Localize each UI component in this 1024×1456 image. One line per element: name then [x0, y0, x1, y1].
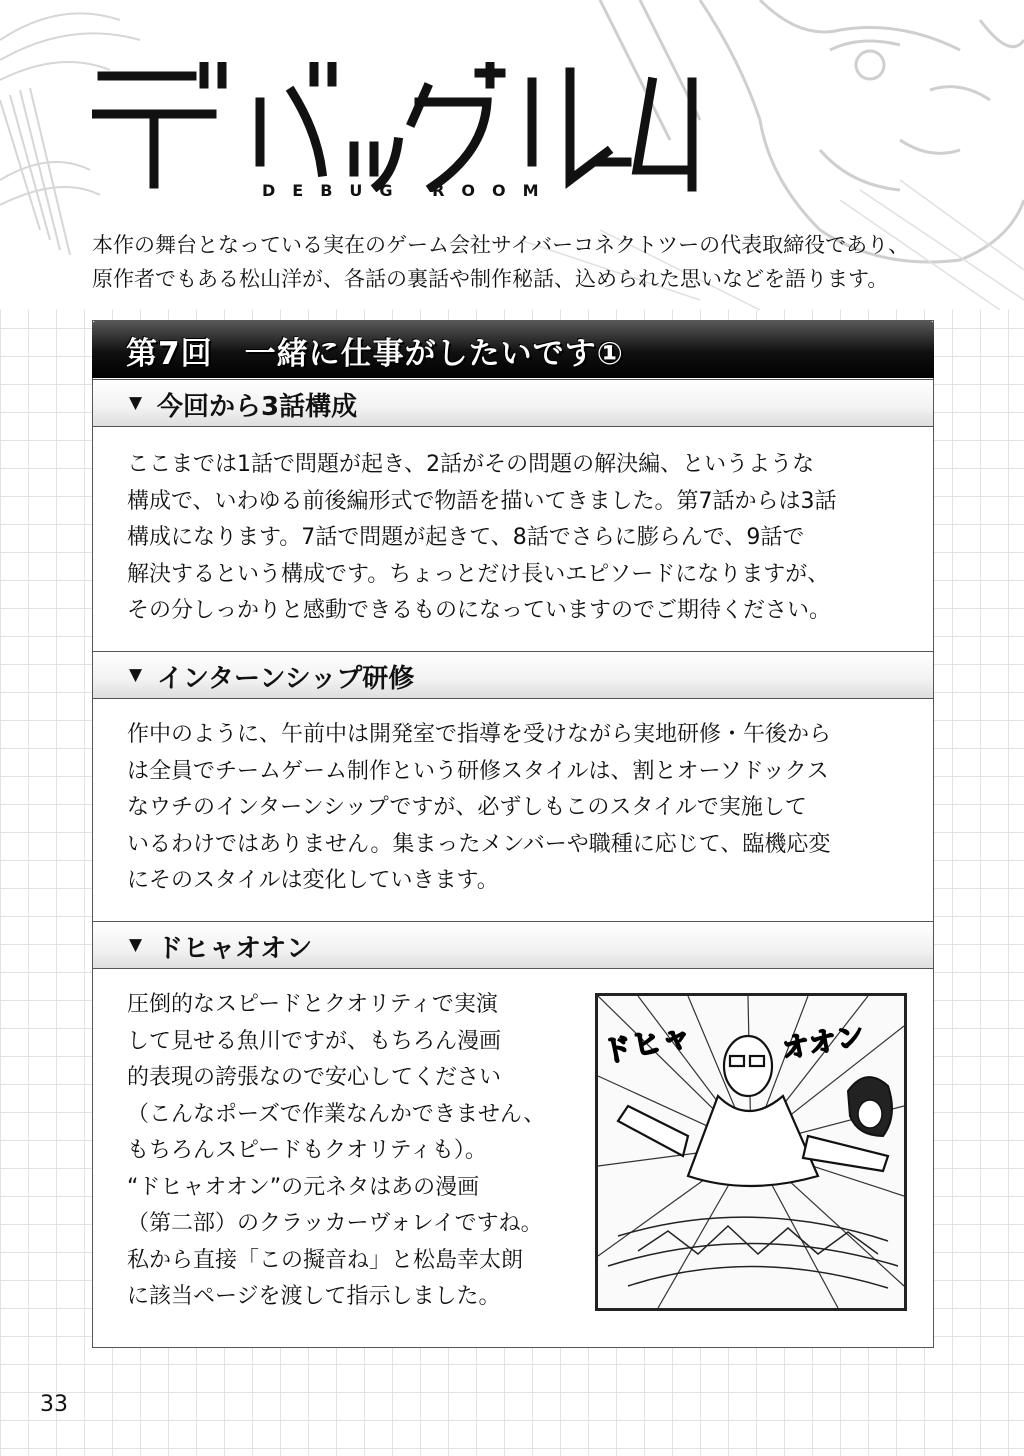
comic-sfx-right: オオン [779, 1018, 867, 1066]
body-line: 構成で、いわゆる前後編形式で物語を描いてきました。第7話からは3話 [127, 488, 837, 514]
logo-lettering [92, 62, 712, 192]
section-header-1 [93, 379, 933, 427]
body-line: 圧倒的なスピードとクオリティで実演 [127, 992, 498, 1017]
body-line: 構成になります。7話で問題が起きて、8話でさらに膨らんで、9話で [127, 525, 805, 550]
body-line: 私から直接「この擬音ね」と松島幸太朗 [127, 1247, 524, 1273]
article-panel [92, 320, 934, 1348]
logo-subtitle: DEBUG ROOM [262, 181, 556, 200]
section-body-3 [127, 987, 587, 1316]
body-line: して見せる魚川ですが、もちろん漫画 [127, 1028, 502, 1054]
triangle-down-icon: ▼ [129, 935, 143, 955]
section-body-2 [127, 717, 907, 900]
body-line: その分しっかりと感動できるものになっていますのでご期待ください。 [127, 598, 832, 623]
body-line: （第二部）のクラッカーヴォレイですね。 [127, 1211, 543, 1236]
body-line: “ドヒャオオン”の元ネタはあの漫画 [127, 1174, 480, 1200]
section-heading: 今回から3話構成 [157, 392, 358, 422]
intro-line: 本作の舞台となっている実在のゲーム会社サイバーコネクトツーの代表取締役であり、 [92, 233, 910, 257]
section-header-3 [93, 921, 933, 969]
body-line: 解決するという構成です。ちょっとだけ長いエピソードになりますが、 [127, 561, 830, 587]
body-line: に該当ページを渡して指示しました。 [127, 1284, 501, 1309]
body-line: は全員でチームゲーム制作という研修スタイルは、割とオーソドックス [127, 758, 829, 784]
body-line: にそのスタイルは変化していきます。 [127, 868, 499, 893]
page-number: 33 [40, 1392, 68, 1417]
body-line: ここまでは1話で問題が起き、2話がその問題の解決編、というような [127, 452, 815, 477]
section-header-2 [93, 651, 933, 699]
debug-room-logo [92, 62, 712, 196]
section-heading: ドヒャオオン [157, 934, 313, 964]
body-line: 作中のように、午前中は開発室で指導を受けながら実地研修・午後から [127, 722, 832, 747]
intro-text [92, 228, 972, 296]
comic-sfx-left: ドヒャ [599, 1017, 695, 1071]
section-heading: インターンシップ研修 [157, 664, 415, 694]
body-line: 的表現の誇張なので安心してください [127, 1065, 502, 1090]
comic-panel-image [595, 993, 907, 1311]
body-line: いるわけではありません。集まったメンバーや職種に応じて、臨機応変 [127, 831, 831, 857]
body-line: もちろんスピードもクオリティも）。 [127, 1138, 487, 1163]
comic-illustration [598, 996, 904, 1308]
article-title: 第7回 一緒に仕事がしたいです① [126, 336, 624, 372]
triangle-down-icon: ▼ [129, 665, 143, 685]
section-body-1 [127, 447, 907, 630]
article-title-bar [92, 320, 934, 378]
triangle-down-icon: ▼ [129, 393, 143, 413]
intro-line: 原作者でもある松山洋が、各話の裏話や制作秘話、込められた思いなどを語ります。 [92, 267, 889, 291]
body-line: なウチのインターンシップですが、必ずしもこのスタイルで実施して [127, 795, 807, 820]
body-line: （こんなポーズで作業なんかできません、 [127, 1101, 546, 1127]
